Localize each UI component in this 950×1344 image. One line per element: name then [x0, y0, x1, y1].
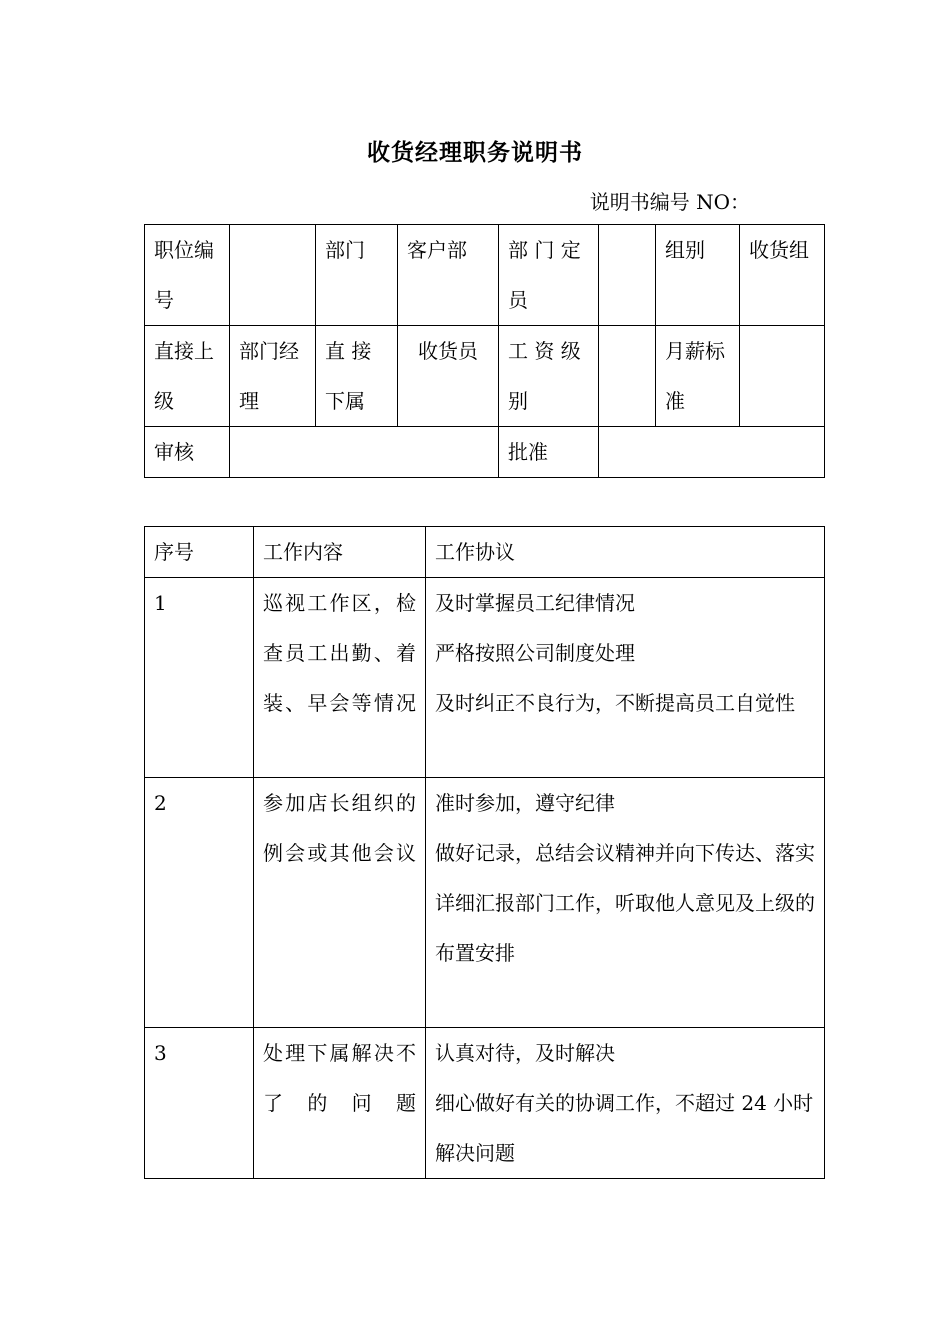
- row-agreements: [426, 778, 825, 1028]
- subordinate-label: 直 接 下属: [316, 326, 398, 427]
- approve-value: [599, 427, 825, 478]
- department-label: 部门: [316, 225, 398, 326]
- superior-label: 直接上级: [145, 326, 230, 427]
- agreement-item: 认真对待，及时解决: [435, 1041, 615, 1065]
- table-row: [145, 578, 825, 778]
- review-value: [230, 427, 499, 478]
- agreement-item: 详细汇报部门工作，听取他人意见及上级的布置安排: [435, 891, 815, 965]
- agreement-item: 细心做好有关的协调工作，不超过 24 小时解决问题: [435, 1091, 814, 1165]
- agreement-item: 及时掌握员工纪律情况: [435, 591, 635, 615]
- table-row: [145, 1028, 825, 1179]
- position-info-table: [144, 224, 825, 478]
- row-agreements: [426, 1028, 825, 1179]
- wage-grade-label: 工 资 级 别: [499, 326, 599, 427]
- row-content: 巡视工作区，检查员工出勤、着装、早会等情况: [254, 578, 426, 778]
- row-agreements: [426, 578, 825, 778]
- position-code-value: [230, 225, 316, 326]
- row-content: 处理下属解决不了的问题: [254, 1028, 426, 1179]
- superior-value: 部门经理: [230, 326, 316, 427]
- wage-grade-value: [599, 326, 656, 427]
- dept-headcount-label: 部 门 定 员: [499, 225, 599, 326]
- row-no: 1: [145, 578, 254, 778]
- agreement-item: 及时纠正不良行为，不断提高员工自觉性: [435, 691, 795, 715]
- monthly-salary-label: 月薪标准: [656, 326, 740, 427]
- document-title: 收货经理职务说明书: [367, 139, 583, 166]
- review-label: 审核: [145, 427, 230, 478]
- agreement-item: 准时参加，遵守纪律: [435, 791, 615, 815]
- table-row: [145, 778, 825, 1028]
- header-no: 序号: [145, 527, 254, 578]
- header-content: 工作内容: [254, 527, 426, 578]
- doc-number-label: 说明书编号 NO：: [589, 190, 750, 214]
- duty-table: [144, 526, 825, 1179]
- monthly-salary-value: [740, 326, 825, 427]
- row-no: 2: [145, 778, 254, 1028]
- group-label: 组别: [656, 225, 740, 326]
- row-content: 参加店长组织的例会或其他会议: [254, 778, 426, 1028]
- department-value: 客户部: [398, 225, 499, 326]
- agreement-item: 严格按照公司制度处理: [435, 641, 635, 665]
- dept-headcount-value: [599, 225, 656, 326]
- group-value: 收货组: [740, 225, 825, 326]
- duty-header-row: [145, 527, 825, 578]
- approve-label: 批准: [499, 427, 599, 478]
- agreement-item: 做好记录，总结会议精神并向下传达、落实: [435, 841, 815, 865]
- position-code-label: 职位编号: [145, 225, 230, 326]
- row-no: 3: [145, 1028, 254, 1179]
- header-agreement: 工作协议: [426, 527, 825, 578]
- subordinate-value: 收货员: [398, 326, 499, 427]
